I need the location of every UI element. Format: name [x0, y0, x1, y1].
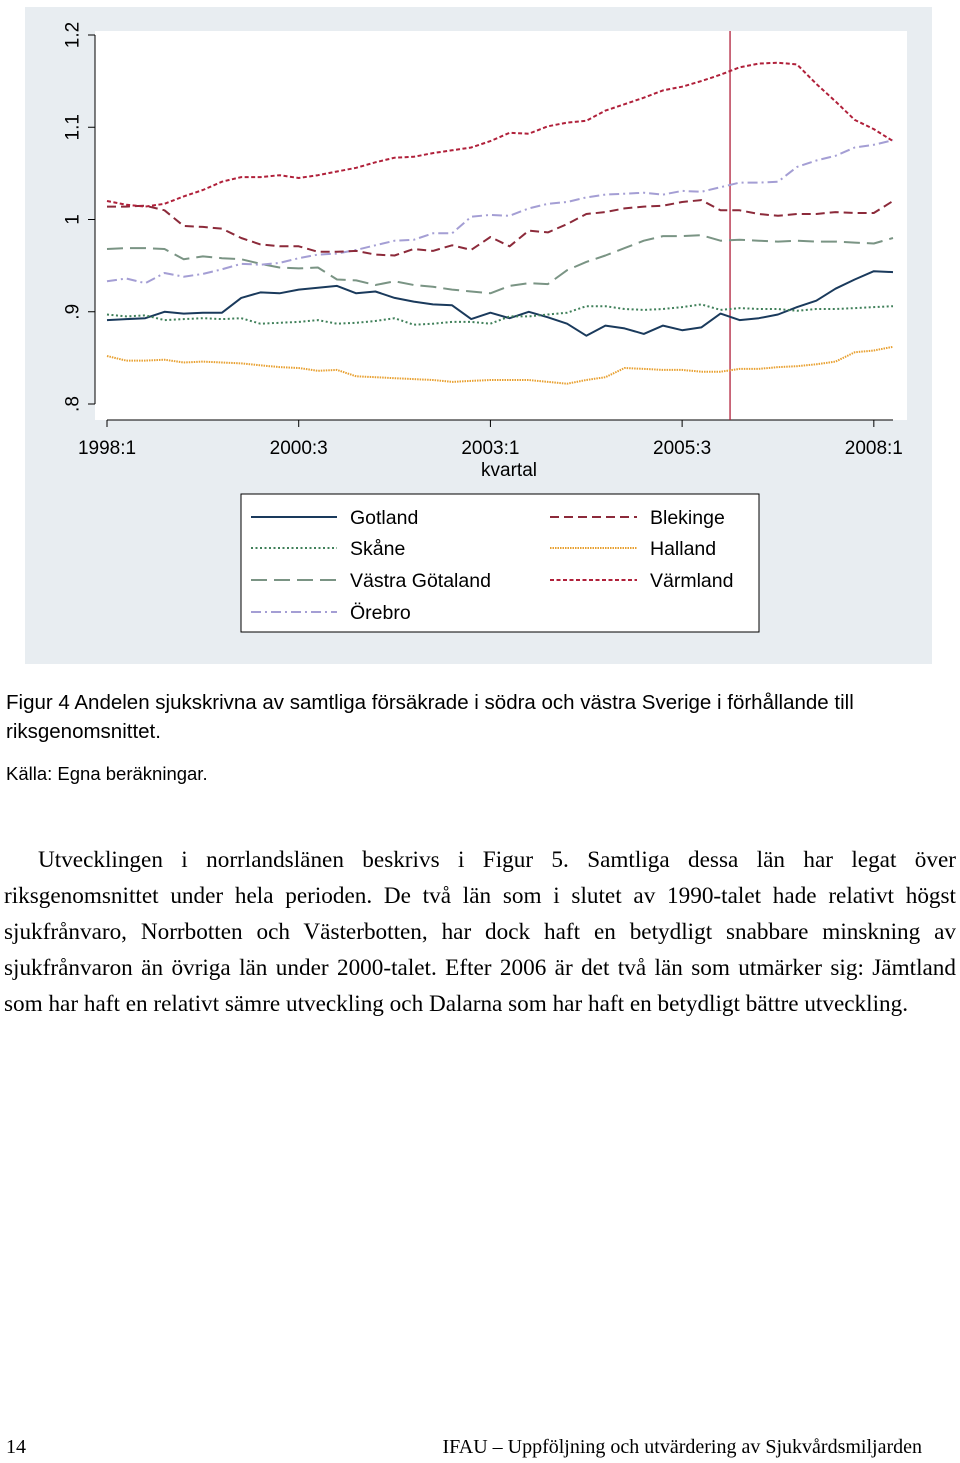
legend-label: Gotland [350, 507, 419, 529]
legend-label: Örebro [350, 602, 411, 624]
figure-caption: Figur 4 Andelen sjukskrivna av samtliga försäkrade i södra och västra Sverige i förhållande till riksgenomsnittet. [6, 691, 854, 743]
x-tick-label: 2005:3 [653, 438, 712, 459]
x-axis-label: kvartal [481, 460, 537, 481]
legend-label: Värmland [650, 570, 734, 592]
legend-label: Blekinge [650, 507, 725, 529]
figure-source: Källa: Egna beräkningar. [6, 763, 208, 784]
x-tick-label: 2003:1 [461, 438, 520, 459]
legend-label: Skåne [350, 538, 406, 560]
body-paragraph-container [4, 842, 956, 1022]
body-paragraph: Utvecklingen i norrlandslänen beskrivs i Figur 5. Samtliga dessa län har legat över riksgenomsnittet under hela perioden. De två län som i slutet av 1990-talet hade relativt högst sjukfrånvaro, Norrbotten och Västerbotten, har dock haft en betydligt snabbare minskning av sjukfrånvaron än övriga län under 2000-talet. Efter 2006 är det två län som utmärker sig: Jämtland som har haft en relativt sämre utveckling och Dalarna som har haft en betydligt bättre utveckling. [4, 847, 956, 1017]
figure-chart [25, 7, 932, 664]
x-tick-label: 1998:1 [77, 438, 137, 459]
line-chart [25, 7, 932, 664]
y-tick-label: 1 [62, 214, 84, 225]
footer-title: IFAU – Uppföljning och utvärdering av Sjukvårdsmiljarden [442, 1436, 922, 1458]
y-tick-label: 1.2 [62, 21, 84, 49]
page-number: 14 [6, 1436, 26, 1458]
y-tick-label: 1.1 [62, 114, 84, 141]
x-tick-label: 2008:1 [844, 438, 903, 459]
y-tick-label: .8 [62, 396, 84, 412]
y-tick-label: .9 [62, 303, 84, 320]
x-tick-label: 2000:3 [269, 438, 328, 459]
legend-label: Västra Götaland [350, 570, 491, 592]
legend-label: Halland [650, 538, 717, 560]
